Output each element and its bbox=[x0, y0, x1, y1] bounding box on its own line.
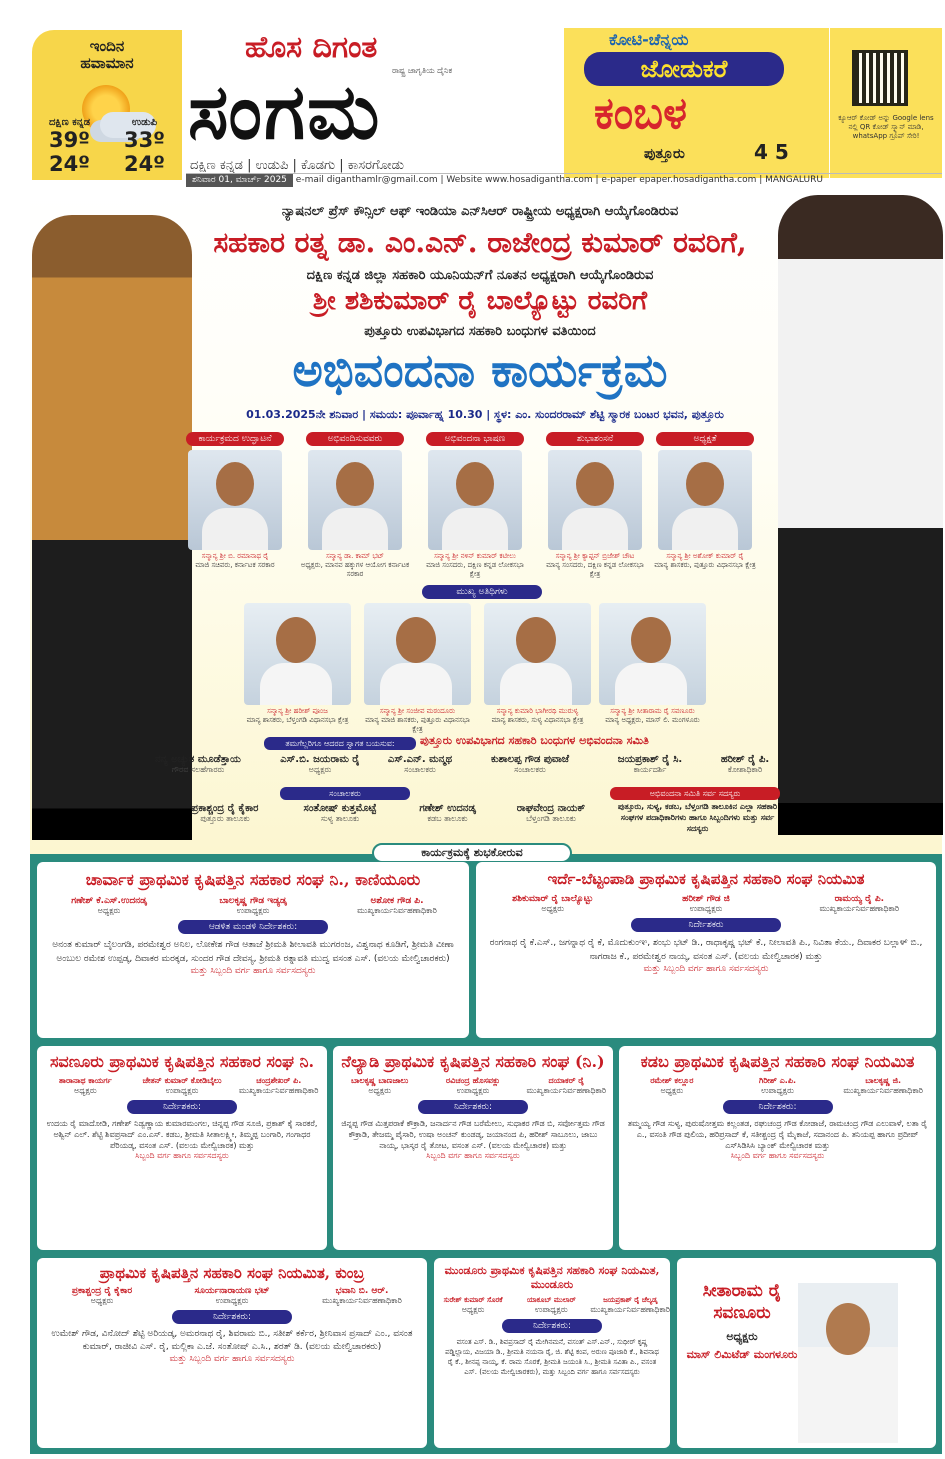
banner-line3: ದಕ್ಷಿಣ ಕನ್ನಡ ಜಿಲ್ಲಾ ಸಹಕಾರಿ ಯೂನಿಯನ್‌ಗೆ ನೂತನ ಅಧ್ಯಕ್ಷರಾಗಿ ಆಯ್ಕೆಗೊಂಡಿರುವ bbox=[306, 268, 654, 283]
sanchalaka: ಪ್ರಕಾಶ್ಚಂದ್ರ ರೈ ಕೈಕಾರ ಪುತ್ತೂರು ತಾಲೂಕು bbox=[191, 803, 259, 823]
tribute-org: ಮಾಸ್ ಲಿಮಿಟೆಡ್ ಮಂಗಳೂರು bbox=[686, 1348, 798, 1361]
speaker-slot: ಶುಭಾಶಂಸನೆ ಸನ್ಮಾನ್ಯ ಶ್ರೀ ಕ್ಯಾಪ್ಟನ್ ಬ್ರಿಜೇಶ್ ಚೌಟ ಮಾನ್ಯ ಸಂಸದರು, ದಕ್ಷಿಣ ಕನ್ನಡ ಲೋಕಸಭಾ ಕ್ಷೇತ್ರ bbox=[546, 434, 644, 578]
samiti-members-label: ಅಭಿವಂದನಾ ಸಮಿತಿ ಸರ್ವ ಸದಸ್ಯರು bbox=[610, 787, 780, 800]
weather-box bbox=[32, 30, 182, 180]
society-box: ಇರ್ದೆ-ಬೆಟ್ಟಂಪಾಡಿ ಪ್ರಾಥಮಿಕ ಕೃಷಿಪತ್ತಿನ ಸಹಕಾರಿ ಸಂಘ ನಿಯಮಿತ ಶಶಿಕುಮಾರ್ ರೈ ಬಾಲ್ಯೊಟ್ಟು ಅಧ್ಯಕ್ಷರು ಹರೀಶ್ ಗೌಡ ಜಿ ಉಪಾಧ್ಯಕ್ಷರು ರಾಮಯ್ಯ ರೈ ಪಿ. ಮುಖ್ಯಕಾರ್ಯನಿರ್ವಹಣಾಧಿಕಾರಿ ನಿರ್ದೇಶಕರು ರಂಗನಾಥ ರೈ ಕೆ.ಎಸ್., ಜಗನ್ನಾಥ ರೈ ಕೆ, ಮೊದುಕುಂಞ, ಶಂಭು ಭಟ್ ಡಿ., ರಾಧಾಕೃಷ್ಣ ಭಟ್ ಕೆ., ನೀಲಾವತಿ ಪಿ., ನಿವಿತಾ ಕೆಯ., ದಿವಾಕರ ಬಲ್ಲಾಳ್ ಬಿ., ನಾಗರಾಜ ಕೆ., ಪರಮೇಶ್ವರ ನಾಯ್ಕ, ವಸಂತ ಎಸ್. (ವಲಯ ಮೇಲ್ವಿಚಾರಕ) ಮತ್ತು ಮತ್ತು ಸಿಬ್ಬಂದಿ ವರ್ಗ ಹಾಗೂ ಸರ್ವಸದಸ್ಯರು bbox=[476, 862, 936, 1038]
tribute-name: ಸೀತಾರಾಮ ರೈ ಸವಣೂರು bbox=[702, 1281, 782, 1323]
speaker-slot: ಅಭಿವಂದಿಸುವವರು ಸನ್ಮಾನ್ಯ ಡಾ. ಕಾಮ್ ಭಟ್ ಅಧ್ಯಕ್ಷರು, ಮಾನವ ಹಕ್ಕುಗಳ ಆಯೋಗ ಕರ್ನಾಟಕ ಸರಕಾರ bbox=[300, 434, 410, 578]
sanchalaka: ಗಣೇಶ್ ಉದನಡ್ಕ ಕಡಬ ತಾಲೂಕು bbox=[419, 803, 476, 823]
speaker-slot: ಅಧ್ಯಕ್ಷತೆ ಸನ್ಮಾನ್ಯ ಶ್ರೀ ಅಶೋಕ್ ಕುಮಾರ್ ರೈ ಮಾನ್ಯ ಶಾಸಕರು, ಪುತ್ತೂರು ವಿಧಾನಸಭಾ ಕ್ಷೇತ್ರ bbox=[654, 434, 756, 569]
temp-udupi: ಉಡುಪಿ 33º 24º bbox=[123, 117, 166, 176]
banner-title: ಅಭಿವಂದನಾ ಕಾರ್ಯಕ್ರಮ bbox=[292, 343, 668, 397]
banner-line5: ಪುತ್ತೂರು ಉಪವಿಭಾಗದ ಸಹಕಾರಿ ಬಂಧುಗಳ ವತಿಯಿಂದ bbox=[364, 324, 596, 339]
qr-box bbox=[830, 28, 942, 178]
event-dateline: 01.03.2025ನೇ ಶನಿವಾರ | ಸಮಯ: ಪೂರ್ವಾಹ್ನ 10.30 | ಸ್ಥಳ: ಎಂ. ಸುಂದರರಾಮ್ ಶೆಟ್ಟಿ ಸ್ಮಾರಕ ಬಂಟರ ಭವನ, ಪುತ್ತೂರು bbox=[246, 408, 724, 421]
society-box: ಸವಣೂರು ಪ್ರಾಥಮಿಕ ಕೃಷಿಪತ್ತಿನ ಸಹಕಾರ ಸಂಘ ನಿ. ತಾರಾನಾಥ ಕಾಯರ್ಗ ಅಧ್ಯಕ್ಷರು ಚೇತನ್ ಕುಮಾರ್ ಕೋಡಿಬೈಲು ಉಪಾಧ್ಯಕ್ಷರು ಚಂದ್ರಶೇಖರ್ ಪಿ. ಮುಖ್ಯಕಾರ್ಯನಿರ್ವಹಣಾಧಿಕಾರಿ ನಿರ್ದೇಶಕರು: ಉದಯ ರೈ ಮಾದೋಡಿ, ಗಣೇಶ್ ನಿಡ್ವಣ್ಣಾಯ ಕುಮಾರಮಂಗಲ, ಚಿನ್ನಪ್ಪ ಗೌಡ ಸೂಜಿ, ಪ್ರಕಾಶ್ ಕೈ ಸಾರಕರೆ, ಅಶ್ವಿನ್ ಎಲ್. ಶೆಟ್ಟಿ ಶಿವಪ್ರಸಾದ್ ಎಂ.ಎಸ್. ಕಡಬ, ಶ್ರೀಮತಿ ಸೀತಾಲಕ್ಷ್ಮೀ, ತಿಮ್ಮಪ್ಪ ಬಂಗಾರಿ, ಗಂಗಾಧರ ಪೆರಿಯಡ್ಕ, ವಸಂತ ಎಸ್. (ವಲಯ ಮೇಲ್ವಿಚಾರಕ) ಮತ್ತು ಸಿಬ್ಬಂದಿ ವರ್ಗ ಹಾಗೂ ಸರ್ವಸದಸ್ಯರು bbox=[37, 1046, 327, 1250]
temp-dk: ದಕ್ಷಿಣ ಕನ್ನಡ 39º 24º bbox=[48, 117, 91, 176]
sanchalaka: ಸಂತೋಷ್ ಕುತ್ತಮೊಟ್ಟೆ ಸುಳ್ಯ ತಾಲೂಕು bbox=[303, 803, 377, 823]
tribute-photo bbox=[798, 1283, 898, 1443]
host: ಎಸ್.ಎನ್. ಮನ್ಮಥ ಸಂಚಾಲಕರು bbox=[387, 754, 453, 774]
host: ಎಸ್.ಬಿ. ಜಯರಾಮ ರೈ ಅಧ್ಯಕ್ಷರು bbox=[280, 754, 360, 774]
society-box: ಕಡಬ ಪ್ರಾಥಮಿಕ ಕೃಷಿಪತ್ತಿನ ಸಹಕಾರಿ ಸಂಘ ನಿಯಮಿತ ರಮೇಶ್ ಕಲ್ಲೂರ ಅಧ್ಯಕ್ಷರು ಗಿರೀಶ್ ಎ.ಪಿ. ಉಪಾಧ್ಯಕ್ಷರು ಬಾಲಕೃಷ್ಣ ಜಿ. ಮುಖ್ಯಕಾರ್ಯನಿರ್ವಹಣಾಧಿಕಾರಿ ನಿರ್ದೇಶಕರು: ತಮ್ಮಯ್ಯ ಗೌಡ ಸುಳ್ಯ, ಪುರುಷೋತ್ತಮ ಕಲ್ಲಂತಡ, ರಘುಚಂದ್ರ ಗೌಡ ಕೋಡಾಜೆ, ರಾಮಚಂದ್ರ ಗೌಡ ಎಲುವಾಳೆ, ಲತಾ ರೈ ಎ., ವಸಂತಿ ಗೌಡ ಪುಲಿಯ, ಹರಿಪ್ರಸಾದ್ ಕೆ, ಸತೀಶ್ಚಂದ್ರ ರೈ ಮೈಕಾಜೆ, ಸದಾನಂದ ಪಿ. ತನಿಯಪ್ಪ ಹಾಗೂ ಪ್ರದೀಪ್ ಎಸ್‌ಸಿಡಿಸಿಸಿ ಬ್ಯಾಂಕ್ ಮೇಲ್ವಿಚಾರಕ ಮತ್ತು ಸಿಬ್ಬಂದಿ ವರ್ಗ ಹಾಗೂ ಸರ್ವಸದಸ್ಯರು bbox=[619, 1046, 936, 1250]
guest-slot: ಸನ್ಮಾನ್ಯ ಕುಮಾರಿ ಭಾಗೀರಥಿ ಮುರುಳ್ಯ ಮಾನ್ಯ ಶಾಸಕರು, ಸುಳ್ಯ ವಿಧಾನಸಭಾ ಕ್ಷೇತ್ರ bbox=[480, 603, 595, 725]
kambala-top: ಕೋಟಿ-ಚೆನ್ನಯ bbox=[609, 30, 689, 49]
society-box: ಚಾರ್ವಾಕ ಪ್ರಾಥಮಿಕ ಕೃಷಿಪತ್ತಿನ ಸಹಕಾರ ಸಂಘ ನಿ., ಕಾಣಿಯೂರು ಗಣೇಶ್ ಕೆ.ಎಸ್.ಉದನಡ್ಕ ಅಧ್ಯಕ್ಷರು ಬಾಲಕೃಷ್ಣ ಗೌಡ ಇಡ್ಯಡ್ಕ ಉಪಾಧ್ಯಕ್ಷರು ಅಶೋಕ ಗೌಡ ಪಿ. ಮುಖ್ಯಕಾರ್ಯನಿರ್ವಹಣಾಧಿಕಾರಿ ಆಡಳಿತ ಮಂಡಳಿ ನಿರ್ದೇಶಕರು: ಅನಂತ ಕುಮಾರ್ ಬೈಲಂಗಡಿ, ಪರಮೇಶ್ವರ ಅನಿಲ, ಲೋಕೇಶ ಗೌಡ ಆತಾಜೆ ಶ್ರೀಮತಿ ಶೀಲಾವತಿ ಮುಗರಂಜ, ವಿಶ್ವನಾಥ ಕೂಡಿಗೆ, ಶ್ರೀಮತಿ ವೀಣಾ ಅಂಬುಲ ರಮೇಶ ಉಪ್ಪಡ್ಕ, ದಿವಾಕರ ಮರಕ್ಕಡ, ಸುಂದರ ಗೌಡ ದೇವಸ್ಯ, ಶ್ರೀಮತಿ ರತ್ನಾವತಿ ಮುದ್ವ ವಸಂತ ಎಸ್. (ವಲಯ ಮೇಲ್ವಿಚಾರಕರು) ಮತ್ತು ಸಿಬ್ಬಂದಿ ವರ್ಗ ಹಾಗೂ ಸರ್ವಸದಸ್ಯರು bbox=[37, 862, 469, 1038]
host: ಜಯಪ್ರಕಾಶ್ ರೈ ಸಿ. ಕಾರ್ಯದರ್ಶಿ bbox=[617, 754, 683, 774]
greetings-label: ಕಾರ್ಯಕ್ರಮಕ್ಕೆ ಶುಭಕೋರುವ bbox=[372, 843, 572, 863]
qr-text: ಕ್ಯೂಆರ್ ಕೋಡ್ ಅನ್ನು Google lens ನಲ್ಲಿ QR ಕೋಡ್ ಸ್ಕ್ಯಾನ್ ಮಾಡಿ, whatsApp ಗ್ರೂಪ್ ಸೇರಿ! bbox=[838, 114, 934, 140]
person-right-photo bbox=[778, 195, 943, 835]
issue-date: ಶನಿವಾರ 01, ಮಾರ್ಚ್ 2025 bbox=[186, 174, 293, 187]
guest-slot: ಸನ್ಮಾನ್ಯ ಶ್ರೀ ಸಂಜೀವ ಮಠಂದೂರು ಮಾನ್ಯ ಮಾಜಿ ಶಾಸಕರು, ಪುತ್ತೂರು ವಿಧಾನಸಭಾ ಕ್ಷೇತ್ರ bbox=[360, 603, 475, 734]
speaker-slot: ಕಾರ್ಯಕ್ರಮದ ಉದ್ಘಾಟನೆ ಸನ್ಮಾನ್ಯ ಶ್ರೀ ಬಿ. ರಮಾನಾಥ ರೈ ಮಾಜಿ ಸಚಿವರು, ಕರ್ನಾಟಕ ಸರಕಾರ bbox=[180, 432, 290, 570]
society-box: ನೆಲ್ಯಾಡಿ ಪ್ರಾಥಮಿಕ ಕೃಷಿಪತ್ತಿನ ಸಹಕಾರಿ ಸಂಘ (ನಿ.) ಬಾಲಕೃಷ್ಣ ಬಾಣಜಾಲು ಅಧ್ಯಕ್ಷರು ರವಿಚಂದ್ರ ಹೊಸವಕ್ಲು ಉಪಾಧ್ಯಕ್ಷರು ದಯಾಕರ್ ರೈ ಮುಖ್ಯಕಾರ್ಯನಿರ್ವಹಣಾಧಿಕಾರಿ ನಿರ್ದೇಶಕರು: ಜಿನ್ನಪ್ಪ ಗೌಡ ಮಿತ್ತಪರಾಕೆ ಕೌಕ್ರಾಡಿ, ಜನಾರ್ದನ ಗೌಡ ಬರೆಮೇಲು, ಸುಧಾಕರ ಗೌಡ ಬಿ, ಸರ್ವೋತ್ತಮ ಗೌಡ ಕೌಕ್ರಾಡಿ, ತೇಜಮ್ಮ ಪೈಸಾರಿ, ಉಷಾ ಅಂಚನ್ ಕುಂಡಡ್ಕ, ಜಯಾನಂದ ಪಿ, ಹರೀಶ್ ಸಾಬೂಲು, ಜಾಬು ನಾಯ್ಕ, ಭಾಸ್ಕರ ರೈ ತೋಟ, ವಸಂತ ಎಸ್. (ವಲಯ ಮೇಲ್ವಿಚಾರಕ) ಮತ್ತು ಸಿಬ್ಬಂದಿ ವರ್ಗ ಹಾಗೂ ಸರ್ವಸದಸ್ಯರು bbox=[333, 1046, 613, 1250]
logo-sangama: ಸಂಗಮ bbox=[188, 67, 382, 156]
tribute-role: ಅಧ್ಯಕ್ಷರು bbox=[726, 1330, 758, 1343]
society-box: ಮುಂಡೂರು ಪ್ರಾಥಮಿಕ ಕೃಷಿಪತ್ತಿನ ಸಹಕಾರಿ ಸಂಘ ನಿಯಮಿತ, ಮುಂಡೂರು ಸುರೇಶ್ ಕುಮಾರ್ ಸೊರಕೆ ಅಧ್ಯಕ್ಷರು ಯಾಕೂಬ್ ಮುಲಾರ್ ಉಪಾಧ್ಯಕ್ಷರು ಜಯಪ್ರಕಾಶ್ ರೈ ಚೆಲ್ಯಡ್ಕ ಮುಖ್ಯಕಾರ್ಯನಿರ್ವಹಣಾಧಿಕಾರಿ ನಿರ್ದೇಶಕರು: ವಸಂತ ಎಸ್. ಡಿ., ಶಿವಪ್ರಸಾದ್ ರೈ ಮೇಗಿನಮನೆ, ವಸಂತ್ ಎಸ್.ಎನ್., ಸುಧೀರ್ ಕೃಷ್ಣ ಪಡ್ಡಿಲ್ಲಾಯ, ವಿಜಯಾ ಡಿ., ಶ್ರೀಮತಿ ನಯನಾ ರೈ, ಜಿ. ಶೆಟ್ಟಿ ಕಂಪ, ಅರುಣ ಪೂಜಾರಿ ಕೆ., ಶಿವನಾಥ ರೈ ಕೆ., ಶೀನಪ್ಪ ನಾಯ್ಕ, ಕೆ. ರಾಮ ಸೊರಕೆ, ಶ್ರೀಮತಿ ಜಯಂತಿ ಸಿ., ಶ್ರೀಮತಿ ಸವಿತಾ ಪಿ., ವಸಂತ ಎಸ್. (ವಲಯ ಮೇಲ್ವಿಚಾರಕರು), ಮತ್ತು ಸಿಬ್ಬಂದಿ ವರ್ಗ ಹಾಗೂ ಸರ್ವಸದಸ್ಯರು bbox=[434, 1258, 670, 1448]
dateline bbox=[186, 173, 942, 188]
welcome-label: ತಮಗೆಲ್ಲರಿಗೂ ಆದರದ ಸ್ವಾಗತ ಬಯಸುವ: bbox=[264, 737, 416, 750]
guest-slot: ಸನ್ಮಾನ್ಯ ಶ್ರೀ ಹರೀಶ್ ಪೂಂಜ ಮಾನ್ಯ ಶಾಸಕರು, ಬೆಳ್ತಂಗಡಿ ವಿಧಾನಸಭಾ ಕ್ಷೇತ್ರ bbox=[240, 603, 355, 725]
host: ಕುಶಾಲಪ್ಪ ಗೌಡ ಪುವಾಜೆ ಸಂಚಾಲಕರು bbox=[490, 754, 570, 774]
samiti-members: ಪುತ್ತೂರು, ಸುಳ್ಯ, ಕಡಬ, ಬೆಳ್ತಂಗಡಿ ತಾಲೂಕಿನ ಎಲ್ಲಾ ಸಹಕಾರಿ ಸಂಘಗಳ ಪದಾಧಿಕಾರಿಗಳು ಹಾಗೂ ಸಿಬ್ಬಂದಿಗಳು ಮತ್ತು ಸರ್ವ ಸದಸ್ಯರು bbox=[617, 802, 778, 833]
kambala-pages: 4 5 bbox=[754, 140, 789, 164]
society-box: ಪ್ರಾಥಮಿಕ ಕೃಷಿಪತ್ತಿನ ಸಹಕಾರಿ ಸಂಘ ನಿಯಮಿತ, ಕುಂಬ್ರ ಪ್ರಕಾಶ್ಚಂದ್ರ ರೈ ಕೈಕಾರ ಅಧ್ಯಕ್ಷರು ಸೂರ್ಯನಾರಾಯಣ ಭಟ್ ಉಪಾಧ್ಯಕ್ಷರು ಭವಾನಿ ಬಿ. ಆರ್. ಮುಖ್ಯಕಾರ್ಯನಿರ್ವಹಣಾಧಿಕಾರಿ ನಿರ್ದೇಶಕರು: ಉಮೇಶ್ ಗೌಡ, ವಿನೋದ್ ಶೆಟ್ಟಿ ಅರಿಯಡ್ಕ, ಅಮರನಾಥ ರೈ, ಶಿವರಾಮ ಬಿ., ಸತೀಶ್ ಕರ್ಕೆರ, ಶ್ರೀನಿವಾಸ ಪ್ರಸಾದ್ ಎಂ., ವಸಂತ ಕುಮಾರ್, ರಾಜೀವಿ ಎಸ್. ರೈ, ಮಲ್ಲಿಕಾ ಎ.ಜೆ. ಸಂತೋಷ್ ಎ.ಸಿ., ಶರತ್ ಡಿ. (ವಲಯ ಮೇಲ್ವಿಚಾರಕರು) ಮತ್ತು ಸಿಬ್ಬಂದಿ ವರ್ಗ ಹಾಗೂ ಸರ್ವಸದಸ್ಯರು bbox=[37, 1258, 427, 1448]
banner-line4: ಶ್ರೀ ಶಶಿಕುಮಾರ್ ರೈ ಬಾಲ್ಯೊಟ್ಟು ರವರಿಗೆ bbox=[312, 286, 648, 316]
host: ಹರೀಶ್ ರೈ ಪಿ. ಕೋಶಾಧಿಕಾರಿ bbox=[720, 754, 770, 774]
contact-line: e-mail diganthamlr@gmail.com | Website www.hosadigantha.com | e-paper epaper.hosadigantha.com | MANGALURU bbox=[295, 175, 823, 185]
kambala-ad bbox=[564, 28, 829, 178]
host: ನನ್ಯ ಅಚ್ಯುತ ಮೂಡೆತ್ತಾಯ ಗೌರವ ಸಲಹೆಗಾರರು bbox=[155, 754, 241, 774]
kambala-place: ಪುತ್ತೂರು bbox=[644, 146, 685, 162]
samiti-title: ಪುತ್ತೂರು ಉಪವಿಭಾಗದ ಸಹಕಾರಿ ಬಂಧುಗಳ ಅಭಿವಂದನಾ ಸಮಿತಿ bbox=[420, 734, 649, 747]
kambala-main: ಕಂಬಳ bbox=[594, 88, 687, 139]
guest-slot: ಸನ್ಮಾನ್ಯ ಶ್ರೀ ಸೀತಾರಾಮ ರೈ ಸವಣೂರು ಮಾನ್ಯ ಅಧ್ಯಕ್ಷರು, ಮಾಸ್ ಲಿ. ಮಂಗಳೂರು bbox=[595, 603, 710, 725]
weather-title: ಇಂದಿನ ಹವಾಮಾನ bbox=[80, 37, 134, 72]
regions-line: ದಕ್ಷಿಣ ಕನ್ನಡ | ಉಡುಪಿ | ಕೊಡಗು | ಕಾಸರಗೋಡು bbox=[190, 158, 405, 173]
logo-tagline: ರಾಷ್ಟ್ರ ಜಾಗೃತಿಯ ದೈನಿಕ bbox=[392, 66, 453, 75]
kambala-mid: ಜೋಡುಕರೆ bbox=[584, 52, 784, 86]
guests-label: ಮುಖ್ಯ ಅತಿಥಿಗಳು bbox=[422, 585, 542, 599]
speaker-slot: ಅಭಿವಂದನಾ ಭಾಷಣ ಸನ್ಮಾನ್ಯ ಶ್ರೀ ನಳಿನ್ ಕುಮಾರ್ ಕಟೀಲು ಮಾಜಿ ಸಂಸದರು, ದಕ್ಷಿಣ ಕನ್ನಡ ಲೋಕಸಭಾ ಕ್ಷೇತ್ರ bbox=[426, 434, 524, 578]
sanchalakaru-label: ಸಂಚಾಲಕರು bbox=[280, 787, 410, 800]
logo-hosadigantha: ಹೊಸ ದಿಗಂತ bbox=[245, 30, 378, 65]
banner-line1: ನ್ಯಾಷನಲ್ ಪ್ರೆಸ್ ಕೌನ್ಸಿಲ್ ಆಫ್ ಇಂಡಿಯಾ ಎನ್‌ಸಿಆರ್ ರಾಷ್ಟ್ರೀಯ ಅಧ್ಯಕ್ಷರಾಗಿ ಆಯ್ಕೆಗೊಂಡಿರುವ bbox=[281, 204, 679, 219]
qr-code-icon[interactable] bbox=[852, 50, 908, 106]
banner-line2: ಸಹಕಾರ ರತ್ನ ಡಾ. ಎಂ.ಎನ್. ರಾಜೇಂದ್ರ ಕುಮಾರ್ ರವರಿಗೆ, bbox=[213, 226, 747, 259]
person-left-photo bbox=[32, 215, 192, 840]
sanchalaka: ರಾಘವೇಂದ್ರ ನಾಯಕ್ ಬೆಳ್ತಂಗಡಿ ತಾಲೂಕು bbox=[516, 803, 586, 823]
